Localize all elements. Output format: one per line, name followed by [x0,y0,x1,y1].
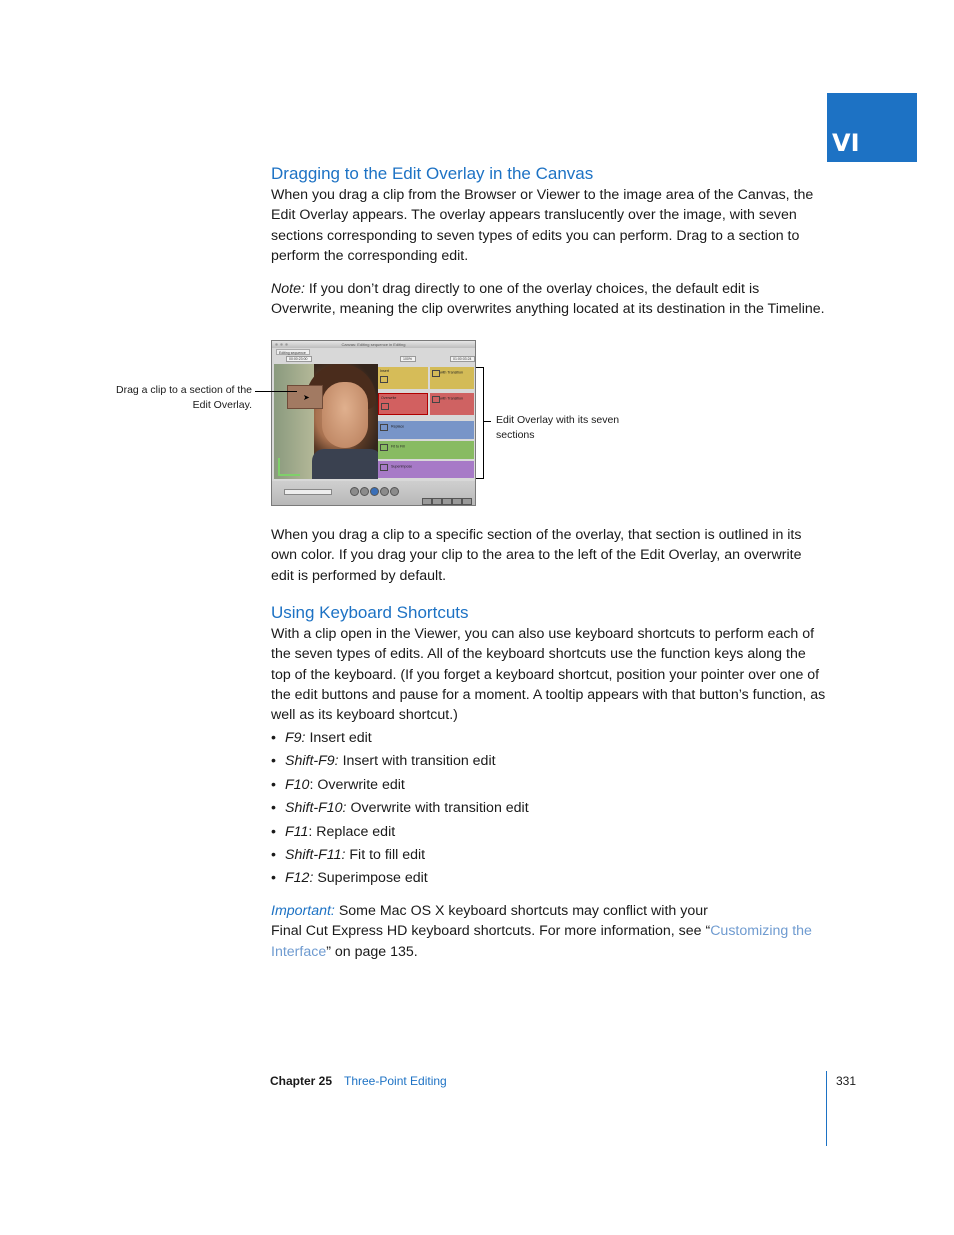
body-paragraph: When you drag a clip from the Browser or Viewer to the image area of the Canvas, the Edit Overlay appears. The overlay appears translucently over the image, with seven sections corresponding to seven types of edits you can perform. Drag to a section to perform the corresponding edit. [271,187,814,264]
play-icon [370,487,379,496]
bracket-vertical [483,367,484,479]
note-label: Note: [271,281,305,297]
shortcuts-intro-paragraph: With a clip open in the Viewer, you can also use keyboard shortcuts to perform each of the seven types of edits. All of the keyboard shortcuts use the function keys along the top of the keyboard. (If you forget a keyboard shortcut, position your pointer over one of the edit buttons and pause for a moment. A tooltip appears with that button’s function, as well as its keyboard shortcut.) [271,626,826,724]
shortcut-description: : Overwrite edit [309,776,405,793]
overlay-overwrite-transition-label: with Transition [440,396,463,401]
section-heading-edit-overlay: Dragging to the Edit Overlay in the Canvas [271,164,594,183]
customizing-interface-link[interactable]: Customizing the Interface [271,923,812,960]
shortcut-description: Insert with transition edit [338,753,496,770]
footer-chapter-label: Chapter 25 [270,1074,333,1088]
superimpose-icon [380,464,388,471]
overwrite-transition-icon [432,396,440,403]
overlay-superimpose-label: Superimpose [391,464,413,469]
shuttle-slider [284,489,332,495]
list-item: • F11: Replace edit [271,823,396,840]
bracket-bottom [476,478,484,479]
shortcut-description: : Replace edit [308,823,396,840]
overlay-insert-label: Insert [380,369,389,373]
callout-drag-clip: Drag a clip to a section of the Edit Overlay. [116,384,252,411]
shortcut-key: F10 [285,776,310,793]
overlay-overwrite [378,393,428,415]
overlay-insert-transition-label: with Transition [440,370,463,375]
shortcut-description: Insert edit [305,730,372,746]
add-keyframe-icon [442,498,452,505]
insert-transition-icon [432,370,440,377]
match-frame-icon [462,498,472,505]
list-item: • Shift-F10: Overwrite with transition edit [271,800,529,817]
footer-page-number: 331 [836,1074,857,1088]
timecode-duration-field: 00:00:23:00 [286,356,312,362]
out-point-marker-icon [278,458,300,476]
overlay-replace-label: Replace [391,424,405,429]
footer-chapter-title-link[interactable]: Three-Point Editing [344,1074,447,1088]
overlay-replace [378,421,474,439]
shortcut-key: F9: [285,730,306,746]
canvas-video-frame [274,364,378,479]
insert-icon [380,376,388,383]
mark-out-icon [432,498,442,505]
shortcut-description: Superimpose edit [313,870,428,887]
list-item: • Shift-F11: Fit to fill edit [271,846,426,863]
shortcut-description: Fit to fill edit [345,846,426,863]
overlay-overwrite-with-transition [430,393,474,415]
footer-divider [826,1071,827,1146]
canvas-screenshot-figure [271,340,476,506]
shortcut-description: Overwrite with transition edit [346,800,529,817]
note-paragraph [271,279,827,320]
canvas-window-title: Canvas: Editing sequence in Editing [341,342,406,347]
part-tab: VI [827,93,917,162]
body-paragraph-after-figure: When you drag a clip to a specific section of the overlay, that section is outlined in its own color. If you drag your clip to the area to the left of the Edit Overlay, an overwrite edit is performed by default. [271,527,802,584]
shortcut-key: F11 [285,823,309,840]
overlay-superimpose [378,461,474,478]
shortcut-key: Shift-F9: [285,753,339,770]
play-around-icon [380,487,389,496]
overlay-insert-with-transition [430,367,474,389]
list-item: • Shift-F9: Insert with transition edit [271,753,496,770]
previous-edit-icon [350,487,359,496]
list-item: • F10: Overwrite edit [271,776,405,793]
shortcut-key: Shift-F11: [285,846,346,863]
overlay-insert [378,367,428,389]
important-label: Important: [271,903,335,919]
list-item: • F9: Insert edit [271,730,372,746]
overlay-fit-to-fill-label: Fit to Fill [391,444,405,449]
shortcut-key: F12: [285,870,314,887]
bracket-pointer [483,421,491,422]
section-heading-keyboard-shortcuts: Using Keyboard Shortcuts [271,603,469,622]
important-text-3: ” on page 135. [326,943,418,960]
play-in-out-icon [360,487,369,496]
canvas-transport-controls [272,481,475,506]
important-text-2: Final Cut Express HD keyboard shortcuts. For more information, see “ [271,923,711,940]
callout-line-left [255,391,297,392]
replace-icon [380,424,388,431]
window-controls-icon [274,343,288,346]
important-paragraph [271,901,827,962]
pointer-icon: ➤ [303,393,310,402]
zoom-popup: 100% [400,356,416,362]
important-text-1: Some Mac OS X keyboard shortcuts may conflict with your [334,903,708,919]
callout-edit-overlay-sections: Edit Overlay with its seven sections [496,414,620,441]
canvas-sequence-tab: Editing sequence [276,349,310,355]
timecode-current-field: 01:00:03:24 [450,356,475,362]
next-edit-icon [390,487,399,496]
overwrite-icon [381,403,389,410]
add-marker-icon [452,498,462,505]
overlay-fit-to-fill [378,441,474,459]
overlay-overwrite-label: Overwrite [381,396,397,400]
shortcut-list [271,728,827,892]
canvas-window-titlebar [272,341,475,348]
fit-to-fill-icon [380,444,388,451]
list-item: • F12: Superimpose edit [271,870,428,887]
mark-in-icon [422,498,432,505]
note-text: If you don’t drag directly to one of the overlay choices, the default edit is Overwrite, meaning the clip overwrites anything located at its destination in the Timeline. [271,281,825,318]
shortcut-key: Shift-F10: [285,800,347,817]
